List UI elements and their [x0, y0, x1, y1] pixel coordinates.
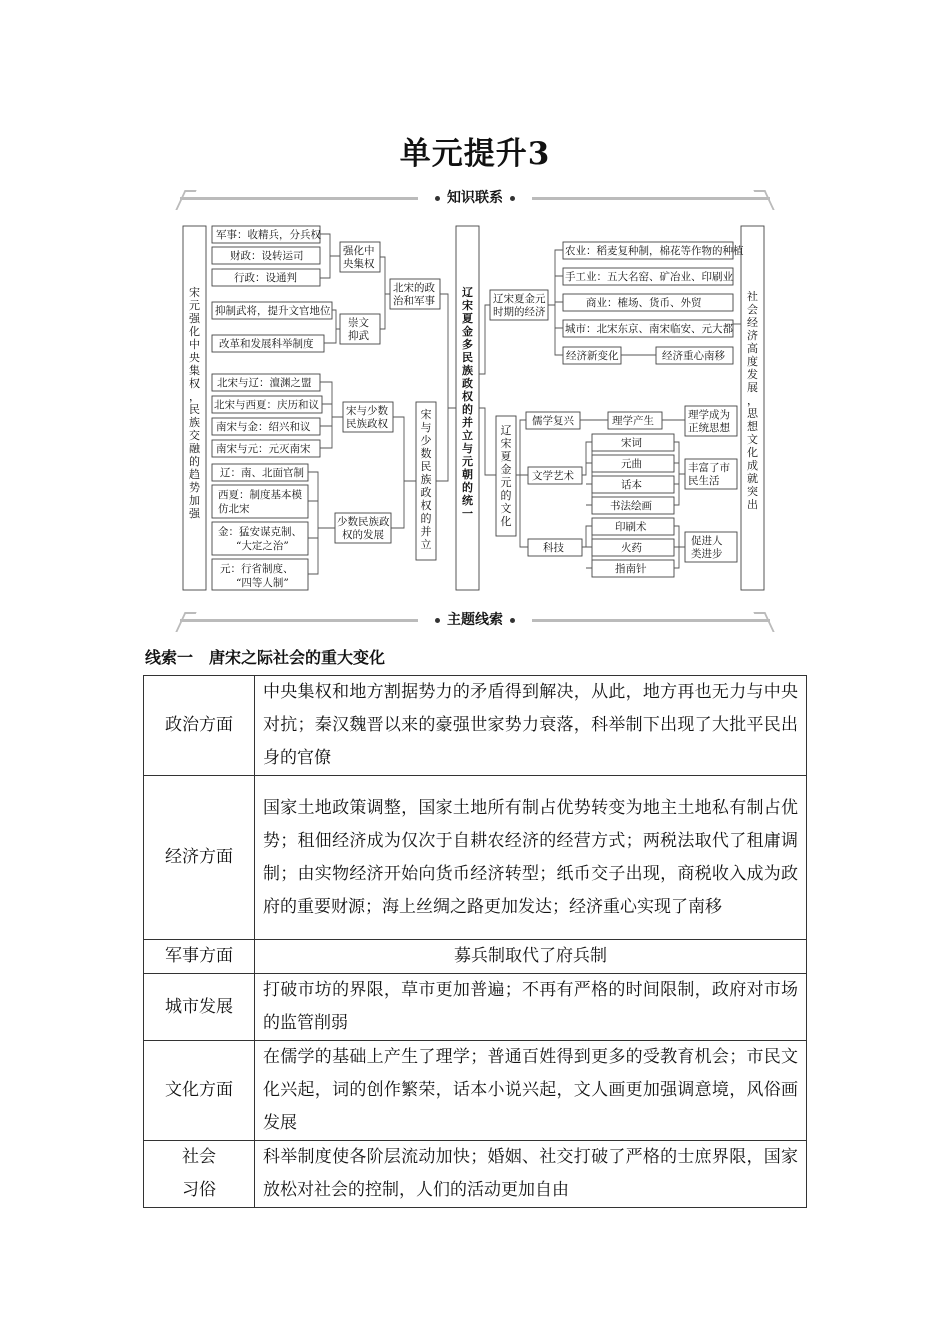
svg-text:手工业：五大名窑、矿冶业、印刷业: 手工业：五大名窑、矿冶业、印刷业: [565, 271, 733, 283]
vertical-char: 金: [500, 463, 512, 476]
node-songyu: [343, 402, 393, 432]
vertical-char: 多: [462, 338, 473, 351]
node-lixue-result: [685, 406, 737, 436]
vertical-char: 的: [500, 489, 512, 502]
vertical-char: 突: [747, 485, 758, 498]
svg-text:抑武: 抑武: [348, 330, 369, 342]
right-column-box: [741, 226, 764, 590]
vertical-char: 权: [420, 499, 432, 512]
svg-text:话本: 话本: [621, 479, 642, 491]
svg-text:崇文: 崇文: [348, 317, 369, 329]
leaf-yuan-xingsheng: [212, 559, 308, 590]
vertical-char: 文: [500, 502, 512, 515]
row-label-line1: 社会: [182, 1147, 216, 1167]
vertical-char: 加: [189, 494, 200, 507]
leaf-caizheng: [212, 247, 320, 264]
vertical-char: 辽: [462, 286, 473, 299]
changes-table: [143, 675, 807, 1208]
banner-knowledge: [180, 186, 770, 210]
table-row: [144, 940, 807, 974]
svg-text:指南针: 指南针: [615, 563, 647, 575]
node-econ-group: [490, 290, 548, 320]
vertical-char: 化: [500, 515, 512, 528]
node-wenxue-result: [685, 459, 737, 489]
vertical-char: 政: [420, 486, 432, 499]
vertical-char: 的: [420, 512, 432, 525]
vertical-char: 元: [462, 455, 473, 468]
svg-text:南宋与金：绍兴和议: 南宋与金：绍兴和议: [216, 421, 311, 433]
svg-text:元曲: 元曲: [621, 458, 642, 470]
vertical-char: 想: [747, 420, 758, 433]
vertical-char: 强: [189, 312, 200, 325]
node-shaoshu: [335, 513, 391, 543]
econ-city: [563, 320, 733, 337]
wenxue-yuanqu: [592, 455, 674, 472]
svg-text:北宋与西夏：庆历和议: 北宋与西夏：庆历和议: [214, 399, 319, 411]
table-row: [144, 1141, 807, 1208]
leaf-liao: [212, 374, 320, 391]
vertical-char: 宋: [420, 408, 432, 421]
row-label-line2: 习俗: [182, 1180, 216, 1200]
svg-text:金：猛安谋克制、: 金：猛安谋克制、: [218, 526, 302, 538]
econ-craft: [563, 268, 733, 285]
vertical-char: 民: [462, 351, 473, 364]
vertical-char: 交: [189, 429, 200, 442]
svg-text:南宋与元：元灭南宋: 南宋与元：元灭南宋: [216, 443, 311, 455]
leaf-yizhi: [212, 302, 332, 319]
leaf-yuan: [212, 440, 320, 457]
vertical-char: 融: [189, 442, 200, 455]
svg-text:强化中: 强化中: [343, 245, 375, 257]
left-column-text: [189, 286, 201, 520]
svg-text:治和军事: 治和军事: [393, 295, 435, 307]
vertical-char: 强: [189, 507, 200, 520]
songyu-vertical-box: [416, 402, 436, 560]
vertical-char: 立: [420, 538, 432, 551]
leaf-xingzheng: [212, 269, 320, 286]
row-text: 募兵制取代了府兵制: [255, 940, 807, 974]
vertical-char: 与: [420, 421, 432, 434]
leaf-xixia-zhidu: [212, 485, 308, 518]
svg-text:民生活: 民生活: [688, 475, 720, 487]
vertical-char: 统: [462, 494, 473, 507]
vertical-char: 经: [747, 316, 758, 329]
node-qianghua: [340, 242, 380, 272]
vertical-char: 趋: [189, 468, 200, 481]
svg-text:儒学复兴: 儒学复兴: [532, 415, 574, 427]
svg-text:财政：设转运司: 财政：设转运司: [230, 250, 304, 262]
node-wenxue: [528, 467, 582, 484]
table-row: [144, 776, 807, 940]
vertical-char: 并: [420, 525, 432, 538]
vertical-char: 民: [189, 403, 200, 416]
row-label: 城市发展: [144, 974, 255, 1041]
banner-theme-label: 主题线索: [447, 612, 503, 628]
vertical-char: 民: [420, 460, 432, 473]
svg-text:火药: 火药: [621, 542, 642, 554]
right-column-text: [747, 289, 759, 511]
svg-text:辽：南、北面官制: 辽：南、北面官制: [220, 467, 304, 479]
page-title: 单元提升3: [399, 136, 551, 172]
svg-text:北宋的政: 北宋的政: [393, 282, 435, 294]
node-keji-result: [685, 532, 737, 562]
svg-text:权的发展: 权的发展: [342, 529, 384, 541]
svg-text:军事：收精兵，分兵权: 军事：收精兵，分兵权: [216, 229, 321, 241]
culture-group-text: [501, 424, 512, 528]
svg-text:理学产生: 理学产生: [612, 415, 654, 427]
row-label: [144, 1141, 255, 1208]
vertical-char: 发: [747, 368, 758, 381]
vertical-char: 度: [747, 355, 758, 368]
vertical-char: 社: [747, 290, 758, 303]
row-text: 国家土地政策调整，国家土地所有制占优势转变为地主土地私有制占优势；租佃经济成为仅次于自耕农经济的经营方式；两税法取代了租庸调制；由实物经济开始向货币经济转型；纸币交子出现，商税收入成为政府的重要财源；海上丝绸之路更加发达；经济重心实现了南移: [255, 776, 807, 940]
keji-zhinan: [592, 560, 674, 577]
svg-text:农业：稻麦复种制，棉花等作物的种植: 农业：稻麦复种制，棉花等作物的种植: [565, 245, 744, 257]
keji-huoyao: [592, 539, 674, 556]
row-text: 科举制度使各阶层流动加快；婚姻、社交打破了严格的士庶界限，国家放松对社会的控制，人们的活动更加自由: [255, 1141, 807, 1208]
svg-text:正统思想: 正统思想: [688, 422, 730, 434]
leaf-jin-mengan: [212, 522, 308, 555]
svg-text:理学成为: 理学成为: [688, 409, 730, 421]
svg-text:商业：榷场、货币、外贸: 商业：榷场、货币、外贸: [586, 297, 702, 309]
svg-text:文学艺术: 文学艺术: [532, 470, 574, 482]
vertical-char: 夏: [500, 450, 512, 463]
vertical-char: ，: [747, 394, 758, 407]
node-keji: [528, 539, 582, 556]
row-label: 军事方面: [144, 940, 255, 974]
row-label: 文化方面: [144, 1041, 255, 1141]
vertical-char: 元: [500, 476, 512, 489]
econ-southshift: [656, 347, 733, 364]
vertical-char: 族: [420, 473, 432, 486]
vertical-char: 化: [747, 446, 758, 459]
vertical-char: 权: [462, 390, 473, 403]
wenxue-huaben: [592, 476, 674, 493]
center-column-box: [456, 226, 479, 590]
svg-text:西夏：制度基本模: 西夏：制度基本模: [218, 489, 302, 501]
leaf-gaige: [212, 335, 324, 352]
vertical-char: 一: [462, 507, 473, 520]
vertical-char: 并: [462, 416, 473, 429]
culture-group-box: [496, 416, 516, 536]
svg-text:“四等人制”: “四等人制”: [236, 577, 289, 589]
vertical-char: 金: [462, 325, 473, 338]
table-row: [144, 1041, 807, 1141]
vertical-char: 势: [189, 481, 200, 494]
svg-text:时期的经济: 时期的经济: [493, 306, 546, 318]
vertical-char: 辽: [500, 424, 512, 437]
vertical-char: 文: [747, 433, 758, 446]
vertical-char: 中: [189, 338, 200, 351]
vertical-char: 高: [747, 342, 758, 355]
vertical-char: 央: [189, 351, 200, 364]
node-beisong: [390, 279, 440, 309]
svg-text:书法绘画: 书法绘画: [610, 500, 652, 512]
node-chongwen: [340, 314, 380, 344]
svg-text:抑制武将，提升文官地位: 抑制武将，提升文官地位: [215, 305, 331, 317]
vertical-char: 权: [189, 377, 200, 390]
banner-theme: [180, 608, 770, 632]
table-row: [144, 676, 807, 776]
svg-text:央集权: 央集权: [343, 258, 375, 270]
svg-text:经济重心南移: 经济重心南移: [662, 350, 725, 362]
vertical-char: 朝: [462, 468, 473, 481]
svg-text:改革和发展科举制度: 改革和发展科举制度: [219, 338, 314, 350]
row-text: 在儒学的基础上产生了理学；普通百姓得到更多的受教育机会；市民文化兴起，词的创作繁荣，话本小说兴起，文人画更加强调意境，风俗画发展: [255, 1041, 807, 1141]
svg-text:促进人: 促进人: [691, 535, 723, 547]
vertical-char: 化: [189, 325, 200, 338]
vertical-char: 的: [462, 481, 473, 494]
section-heading: 线索一 唐宋之际社会的重大变化: [145, 648, 386, 667]
vertical-char: 展: [747, 381, 758, 394]
leaf-xixia: [212, 396, 322, 413]
svg-text:仿北宋: 仿北宋: [218, 503, 250, 515]
svg-text:城市：北宋东京、南宋临安、元大都: 城市：北宋东京、南宋临安、元大都: [565, 323, 733, 335]
svg-text:丰富了市: 丰富了市: [688, 462, 730, 474]
table-row: [144, 974, 807, 1041]
keji-yinshua: [592, 518, 674, 535]
econ-newchange: [563, 347, 621, 364]
wenxue-shufa: [592, 497, 674, 514]
leaf-junshi: [212, 226, 321, 243]
vertical-char: ，: [189, 390, 200, 403]
vertical-char: 宋: [189, 286, 200, 299]
vertical-char: 成: [747, 459, 758, 472]
left-column-box: [183, 226, 206, 590]
node-lixue: [608, 412, 662, 429]
songyu-vertical-text: [421, 408, 432, 551]
banner-knowledge-label: 知识联系: [447, 190, 503, 206]
vertical-char: 的: [189, 455, 200, 468]
svg-text:宋词: 宋词: [621, 437, 642, 449]
vertical-char: 就: [747, 472, 758, 485]
row-text: 中央集权和地方割据势力的矛盾得到解决，从此，地方再也无力与中央对抗；秦汉魏晋以来的豪强世家势力衰落，科举制下出现了大批平民出身的官僚: [255, 676, 807, 776]
leaf-liao-guan: [212, 464, 308, 481]
svg-text:辽宋夏金元: 辽宋夏金元: [493, 293, 546, 305]
econ-commerce: [563, 294, 733, 311]
vertical-char: 会: [747, 303, 758, 316]
svg-text:宋与少数: 宋与少数: [346, 405, 388, 417]
vertical-char: 与: [462, 442, 473, 455]
vertical-char: 夏: [462, 312, 473, 325]
vertical-char: 数: [420, 447, 432, 460]
svg-text:“大定之治”: “大定之治”: [236, 540, 289, 552]
vertical-char: 族: [189, 416, 200, 429]
vertical-char: 宋: [500, 437, 512, 450]
svg-text:印刷术: 印刷术: [615, 521, 647, 533]
vertical-char: 宋: [462, 299, 473, 312]
econ-agri: [563, 242, 744, 259]
vertical-char: 济: [747, 329, 758, 342]
knowledge-diagram: [180, 224, 770, 594]
vertical-char: 元: [189, 299, 200, 312]
wenxue-songci: [592, 434, 674, 451]
svg-text:民族政权: 民族政权: [346, 418, 388, 430]
node-ruxue: [526, 412, 580, 429]
vertical-char: 政: [462, 377, 473, 390]
vertical-char: 立: [462, 429, 473, 442]
vertical-char: 族: [462, 364, 473, 377]
svg-text:行政：设通判: 行政：设通判: [234, 272, 297, 284]
row-text: 打破市坊的界限，草市更加普遍；不再有严格的时间限制，政府对市场的监管削弱: [255, 974, 807, 1041]
center-column-text: [462, 285, 474, 520]
svg-text:北宋与辽：澶渊之盟: 北宋与辽：澶渊之盟: [217, 377, 312, 389]
vertical-char: 集: [189, 364, 200, 377]
vertical-char: 出: [747, 498, 758, 511]
svg-text:少数民族政: 少数民族政: [337, 516, 390, 528]
svg-text:经济新变化: 经济新变化: [566, 350, 619, 362]
svg-text:科技: 科技: [543, 542, 564, 554]
vertical-char: 少: [420, 434, 432, 447]
svg-text:类进步: 类进步: [691, 548, 723, 560]
row-label: 经济方面: [144, 776, 255, 940]
vertical-char: 的: [462, 403, 473, 416]
svg-text:元：行省制度、: 元：行省制度、: [220, 563, 294, 575]
leaf-jin: [212, 418, 320, 435]
row-label: 政治方面: [144, 676, 255, 776]
vertical-char: 思: [747, 407, 758, 420]
